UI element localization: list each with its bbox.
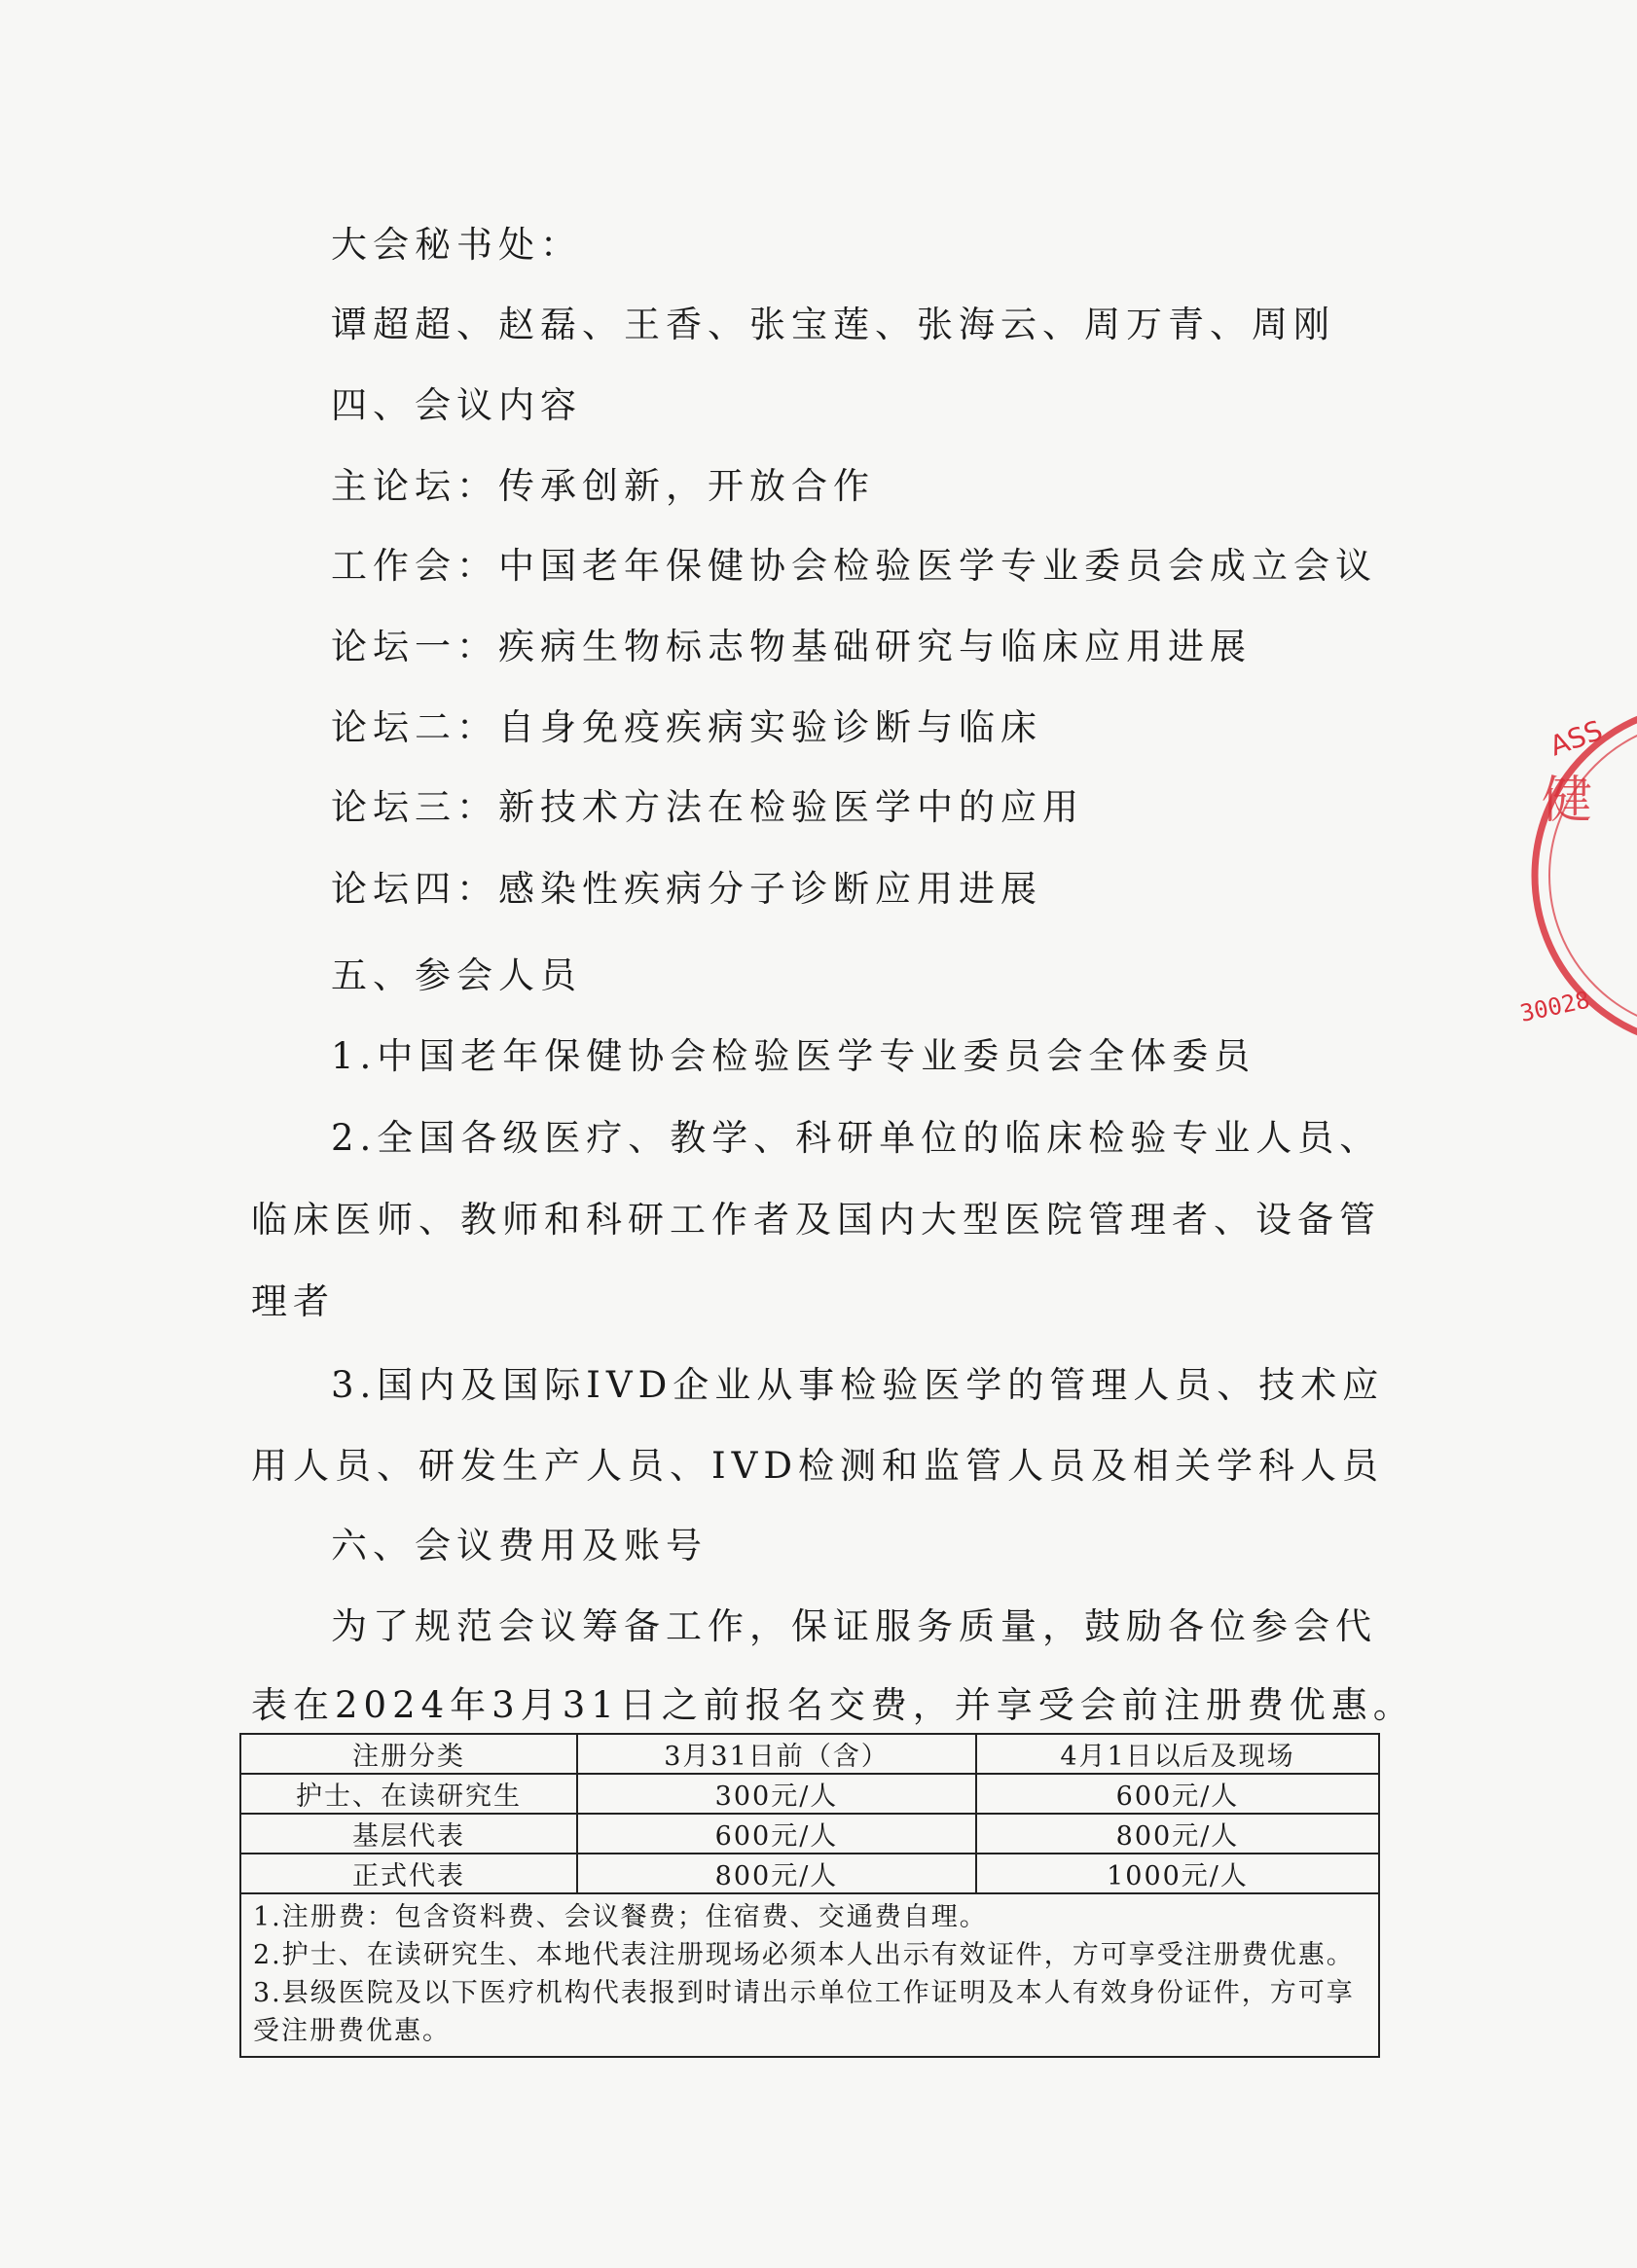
- section-4-heading: 四、会议内容: [331, 384, 582, 426]
- table-cell: 800元/人: [577, 1854, 976, 1893]
- fee-paragraph: 为了规范会议筹备工作，保证服务质量，鼓励各位参会代: [331, 1605, 1377, 1647]
- agenda-item: 工作会：中国老年保健协会检验医学专业委员会成立会议: [331, 545, 1377, 587]
- table-row: [240, 1774, 1379, 1814]
- section-6-heading: 六、会议费用及账号: [331, 1525, 708, 1566]
- table-cell: 正式代表: [240, 1854, 577, 1893]
- attendee-item-1: 1.中国老年保健协会检验医学专业委员会全体委员: [331, 1035, 1256, 1077]
- fee-note: 3.县级医院及以下医疗机构代表报到时请出示单位工作证明及本人有效身份证件，方可享受注册费优惠。: [253, 1978, 1355, 2046]
- table-cell: 护士、在读研究生: [240, 1774, 577, 1814]
- table-row: [240, 1854, 1379, 1893]
- table-notes: [240, 1893, 1379, 2057]
- table-cell: 600元/人: [976, 1774, 1379, 1814]
- table-cell: 600元/人: [577, 1814, 976, 1854]
- table-cell: 1000元/人: [976, 1854, 1379, 1893]
- section-5-heading: 五、参会人员: [331, 954, 582, 996]
- agenda-item: 论坛一：疾病生物标志物基础研究与临床应用进展: [331, 626, 1252, 667]
- fee-table: [239, 1733, 1380, 2058]
- column-header: 3月31日前（含）: [577, 1734, 976, 1774]
- column-header: 4月1日以后及现场: [976, 1734, 1379, 1774]
- fee-note: 2.护士、在读研究生、本地代表注册现场必须本人出示有效证件，方可享受注册费优惠。: [253, 1940, 1355, 1970]
- agenda-item: 论坛四：感染性疾病分子诊断应用进展: [331, 868, 1042, 910]
- table-header-row: [240, 1734, 1379, 1774]
- attendee-item-3: 3.国内及国际IVD企业从事检验医学的管理人员、技术应: [331, 1364, 1385, 1406]
- table-row: [240, 1814, 1379, 1854]
- secretariat-label: 大会秘书处：: [331, 224, 582, 266]
- table-cell: 300元/人: [577, 1774, 976, 1814]
- agenda-item: 主论坛：传承创新，开放合作: [331, 465, 875, 507]
- secretariat-members: 谭超超、赵磊、王香、张宝莲、张海云、周万青、周刚: [331, 304, 1335, 345]
- attendee-item-2-cont: 临床医师、教师和科研工作者及国内大型医院管理者、设备管: [251, 1199, 1381, 1241]
- attendee-item-2: 2.全国各级医疗、教学、科研单位的临床检验专业人员、: [331, 1117, 1382, 1159]
- seal-text-mid: 健: [1542, 772, 1593, 830]
- seal-text-top: ASS: [1546, 713, 1607, 763]
- table-notes-row: [240, 1893, 1379, 2057]
- agenda-item: 论坛二：自身免疫疾病实验诊断与临床: [331, 706, 1042, 748]
- seal-number: 30028: [1517, 986, 1592, 1027]
- attendee-item-2-cont: 理者: [251, 1280, 335, 1322]
- fee-note: 1.注册费：包含资料费、会议餐费；住宿费、交通费自理。: [253, 1902, 988, 1932]
- table-cell: 基层代表: [240, 1814, 577, 1854]
- column-header: 注册分类: [240, 1734, 577, 1774]
- fee-paragraph-cont: 表在2024年3月31日之前报名交费，并享受会前注册费优惠。: [251, 1684, 1415, 1726]
- attendee-item-3-cont: 用人员、研发生产人员、IVD检测和监管人员及相关学科人员: [251, 1445, 1384, 1487]
- agenda-item: 论坛三：新技术方法在检验医学中的应用: [331, 786, 1084, 828]
- table-cell: 800元/人: [976, 1814, 1379, 1854]
- official-seal-stamp: [1517, 696, 1637, 1065]
